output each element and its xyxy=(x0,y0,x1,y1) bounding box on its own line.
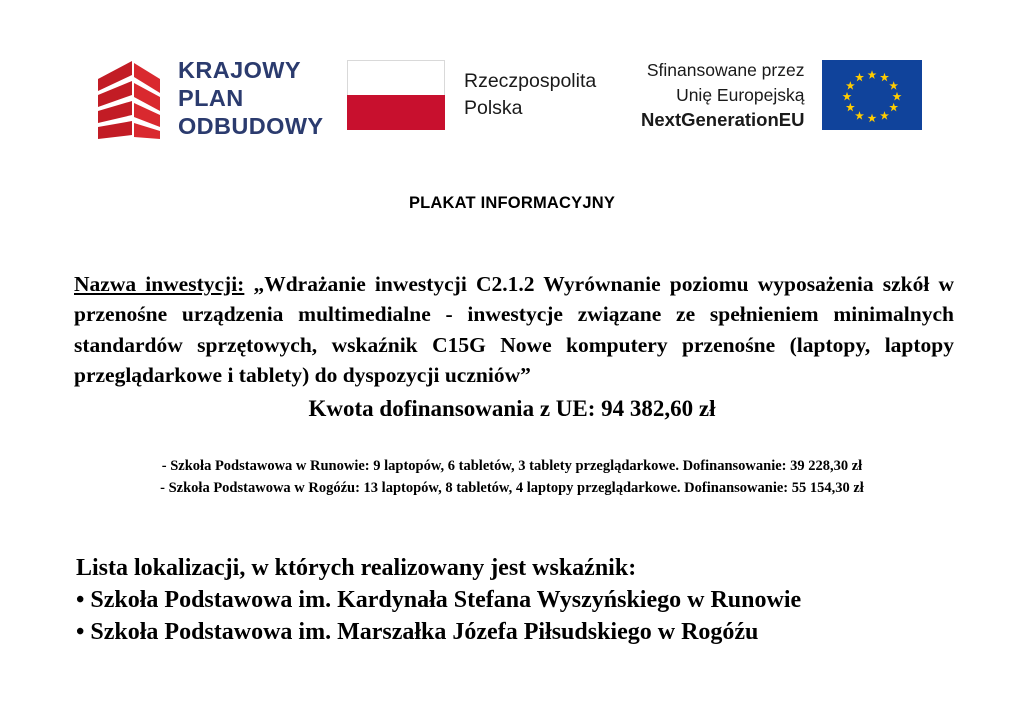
european-union-lockup xyxy=(641,58,922,133)
list-item: - Szkoła Podstawowa w Rogóźu: 13 laptopów, 8 tabletów, 4 laptopy przeglądarkowe. Dofinansowanie: 55 154,30 zł xyxy=(160,480,864,497)
european-union-flag-icon xyxy=(822,60,922,130)
locations-heading: Lista lokalizacji, w których realizowany jest wskaźnik: xyxy=(76,555,637,581)
eu-word-line-2: Unię Europejską xyxy=(676,84,805,105)
poland-flag-icon xyxy=(347,60,445,130)
funding-amount-heading: Kwota dofinansowania z UE: 94 382,60 zł xyxy=(308,396,716,421)
school-allocation-list xyxy=(0,455,1024,500)
european-union-wordmark xyxy=(641,58,804,133)
krajowy-plan-odbudowy-mark-icon xyxy=(96,57,164,139)
page-title: PLAKAT INFORMACYJNY xyxy=(408,194,616,212)
locations-section xyxy=(76,553,976,649)
eu-word-line-1: Sfinansowane przez xyxy=(646,60,805,80)
kpo-logo-lockup xyxy=(96,56,324,141)
kpo-word-line-2: PLAN xyxy=(178,85,244,112)
rzeczpospolita-polska-lockup xyxy=(347,60,596,130)
poland-flag-white-stripe xyxy=(347,60,445,95)
logo-band xyxy=(0,52,1024,152)
investment-name-text: „Wdrażanie inwestycji C2.1.2 Wyrównanie poziomu wyposażenia szkół w przenośne urządzenia multimedialne - inwestycje związane ze spełnieniem minimalnych standardów sprzętowych, wskaźnik C15G Nowe komputery przenośne (laptopy, laptopy przeglądarkowe i tablety) do dyspozycji uczniów” xyxy=(74,271,954,388)
kpo-word-line-3: ODBUDOWY xyxy=(178,113,324,140)
rp-word-line-2: Polska xyxy=(464,97,523,119)
investment-name-label: Nazwa inwestycji: xyxy=(74,271,245,296)
poland-flag-red-stripe xyxy=(347,95,445,130)
eu-word-line-3: NextGenerationEU xyxy=(641,109,805,130)
kpo-wordmark xyxy=(178,56,324,141)
list-item: • Szkoła Podstawowa im. Marszałka Józefa Piłsudskiego w Rogóźu xyxy=(76,618,759,645)
list-item: • Szkoła Podstawowa im. Kardynała Stefana Wyszyńskiego w Runowie xyxy=(76,586,802,613)
rzeczpospolita-polska-wordmark xyxy=(464,68,596,122)
kpo-word-line-1: KRAJOWY xyxy=(178,57,301,83)
investment-name-paragraph xyxy=(74,269,954,391)
rp-word-line-1: Rzeczpospolita xyxy=(464,70,597,93)
list-item: - Szkoła Podstawowa w Runowie: 9 laptopów, 6 tabletów, 3 tablety przeglądarkowe. Dofinansowanie: 39 228,30 zł xyxy=(161,458,863,474)
